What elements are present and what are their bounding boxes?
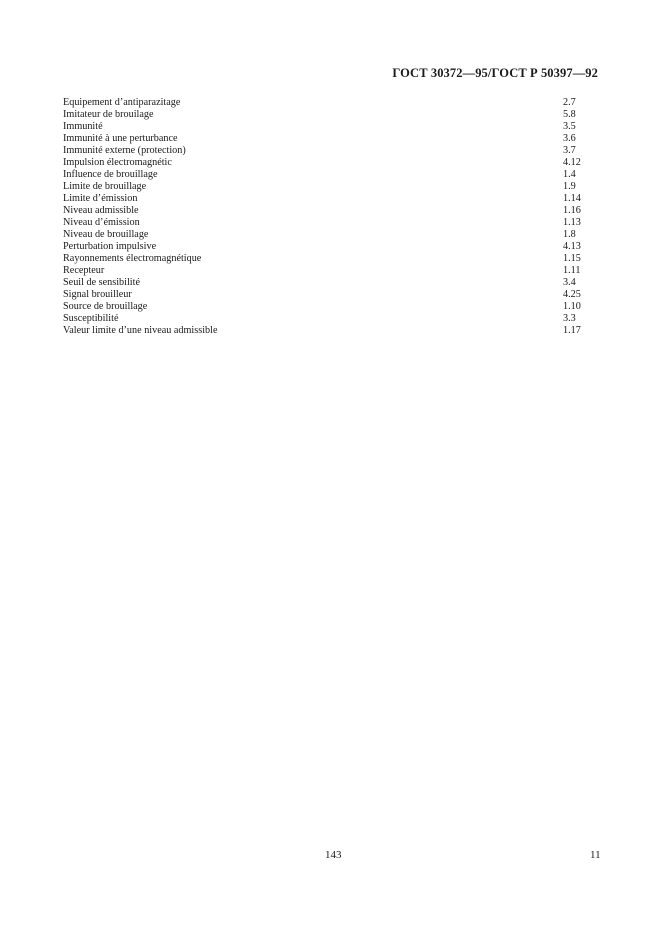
index-entry <box>63 193 583 205</box>
index-term: Immunité <box>63 121 103 132</box>
index-term: Limite de brouillage <box>63 181 147 192</box>
index-entry <box>63 217 583 229</box>
index-term: Niveau admissible <box>63 205 139 216</box>
index-entry <box>63 205 583 217</box>
index-entry <box>63 121 583 133</box>
index-reference: 1.16 <box>563 205 581 216</box>
index-reference: 3.6 <box>563 133 576 144</box>
index-reference: 4.25 <box>563 289 581 300</box>
index-term: Rayonnements électromagnétique <box>63 253 202 264</box>
index-reference: 2.7 <box>563 97 576 108</box>
index-term: Niveau de brouillage <box>63 229 149 240</box>
index-term: Immunité externe (protection) <box>63 145 186 156</box>
index-entry <box>63 277 583 289</box>
index-entry <box>63 289 583 301</box>
index-term: Signal brouilleur <box>63 289 132 300</box>
index-entry <box>63 157 583 169</box>
index-entry <box>63 133 583 145</box>
index-reference: 1.17 <box>563 325 581 336</box>
index-term: Susceptibilité <box>63 313 119 324</box>
index-reference: 1.14 <box>563 193 581 204</box>
index-reference: 3.4 <box>563 277 576 288</box>
index-term: Influence de brouillage <box>63 169 158 180</box>
index-reference: 4.12 <box>563 157 581 168</box>
index-term: Equipement d’antiparazitage <box>63 97 181 108</box>
index-reference: 1.9 <box>563 181 576 192</box>
index-entry <box>63 313 583 325</box>
index-entry <box>63 241 583 253</box>
index-term: Seuil de sensibilité <box>63 277 140 288</box>
index-reference: 1.15 <box>563 253 581 264</box>
index-reference: 5.8 <box>563 109 576 120</box>
index-entry <box>63 145 583 157</box>
index-reference: 1.10 <box>563 301 581 312</box>
index-term: Recepteur <box>63 265 105 276</box>
index-entry <box>63 109 583 121</box>
index-entry <box>63 169 583 181</box>
index-entry <box>63 265 583 277</box>
index-term: Niveau d’émission <box>63 217 140 228</box>
index-term: Impulsion électromagnétic <box>63 157 172 168</box>
index-reference: 1.4 <box>563 169 576 180</box>
index-term: Source de brouillage <box>63 301 148 312</box>
page-header-title: ГОСТ 30372—95/ГОСТ Р 50397—92 <box>392 66 598 80</box>
sheet-number: 11 <box>590 849 601 861</box>
index-reference: 1.11 <box>563 265 581 276</box>
index-entry <box>63 325 583 337</box>
index-reference: 3.3 <box>563 313 576 324</box>
index-term: Limite d’émission <box>63 193 138 204</box>
index-reference: 1.13 <box>563 217 581 228</box>
term-index-list <box>63 97 583 337</box>
index-reference: 1.8 <box>563 229 576 240</box>
index-reference: 3.7 <box>563 145 576 156</box>
index-reference: 3.5 <box>563 121 576 132</box>
index-term: Imitateur de brouilage <box>63 109 154 120</box>
index-reference: 4.13 <box>563 241 581 252</box>
index-entry <box>63 97 583 109</box>
index-entry <box>63 301 583 313</box>
page-number: 143 <box>325 849 342 861</box>
index-entry <box>63 253 583 265</box>
index-term: Immunité à une perturbance <box>63 133 178 144</box>
index-term: Perturbation impulsive <box>63 241 157 252</box>
index-entry <box>63 229 583 241</box>
index-term: Valeur limite d’une niveau admissible <box>63 325 218 336</box>
index-entry <box>63 181 583 193</box>
